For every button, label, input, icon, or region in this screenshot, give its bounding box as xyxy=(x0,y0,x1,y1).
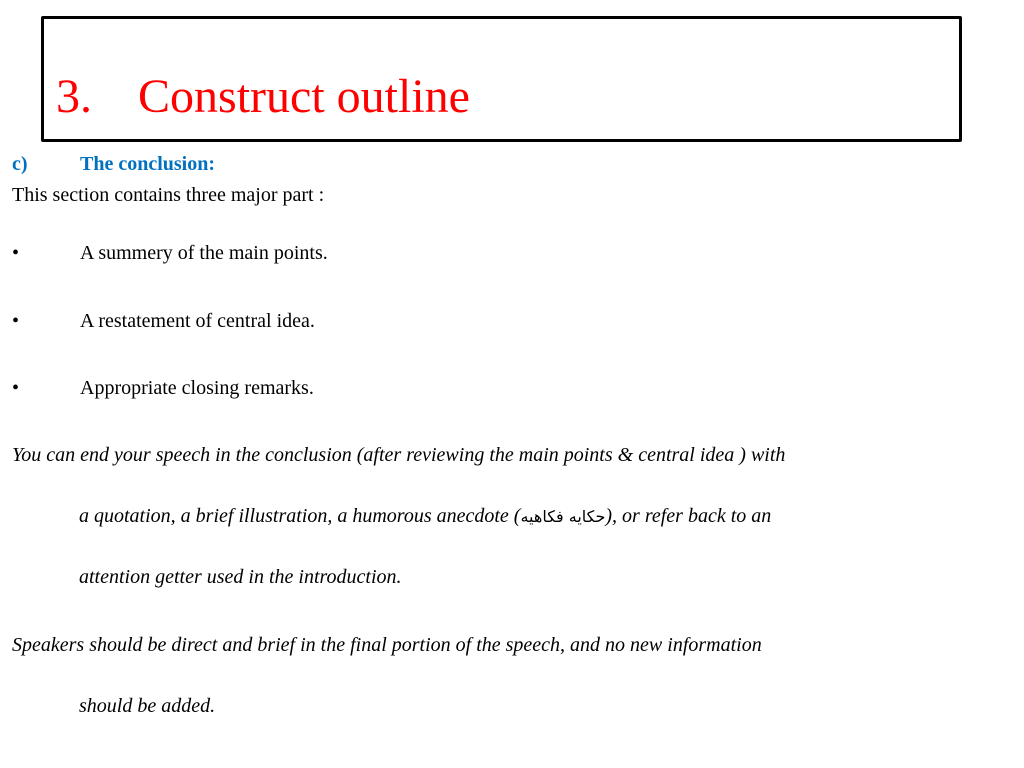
section-marker: c) xyxy=(12,153,28,175)
paragraph-text: ), or refer back to an xyxy=(605,505,772,527)
section-intro: This section contains three major part : xyxy=(12,184,325,206)
arabic-phrase: حكايه فكاهيه xyxy=(520,507,606,526)
title-text: Construct outline xyxy=(138,70,470,123)
bullet-icon: • xyxy=(12,377,20,399)
title-number: 3. xyxy=(56,70,92,123)
bullet-icon: • xyxy=(12,242,20,264)
bullet-item-summary xyxy=(12,240,328,266)
bullet-text: Appropriate closing remarks. xyxy=(80,377,314,399)
paragraph-line: should be added. xyxy=(79,695,216,717)
bullet-text: A restatement of central idea. xyxy=(80,310,315,332)
bullet-icon: • xyxy=(12,310,20,332)
paragraph-brief-final xyxy=(12,615,1012,737)
paragraph-line: Speakers should be direct and brief in the final portion of the speech, and no new information xyxy=(12,634,762,656)
paragraph-text: a quotation, a brief illustration, a humorous anecdote ( xyxy=(79,505,521,527)
bullet-text: A summery of the main points. xyxy=(80,242,328,264)
paragraph-ending-speech xyxy=(12,425,1012,608)
paragraph-line: attention getter used in the introduction. xyxy=(79,566,402,588)
paragraph-line: You can end your speech in the conclusion (after reviewing the main points & central idea ) with xyxy=(12,444,786,466)
section-heading-text: The conclusion: xyxy=(80,153,216,175)
title-box xyxy=(41,16,962,142)
section-heading xyxy=(12,151,215,177)
bullet-item-restatement xyxy=(12,308,315,334)
bullet-item-closing xyxy=(12,375,314,401)
slide-title xyxy=(56,67,470,127)
paragraph-line xyxy=(12,486,1012,547)
